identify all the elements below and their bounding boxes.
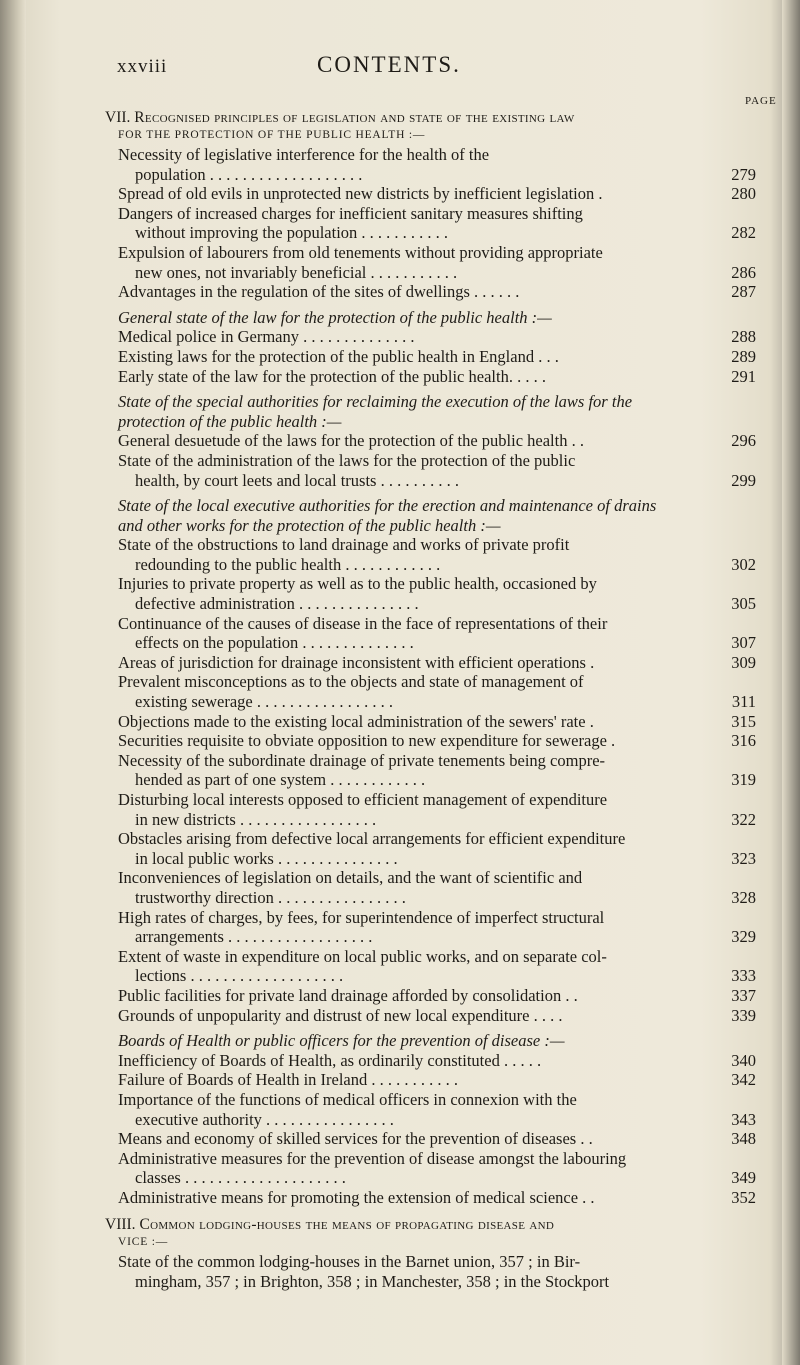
toc-entry [118,1051,756,1071]
entry-page-number: 342 [731,1070,756,1090]
toc-entry [118,1252,756,1291]
book-spine-shadow [0,0,26,1365]
section-subheading: Boards of Health or public officers for the prevention of disease :— [118,1031,565,1051]
entry-text-continued: in new districts . . . . . . . . . . . . . . . . . [135,809,377,829]
toc-entry [118,282,756,302]
toc-entry [118,145,756,184]
entry-group [118,535,756,1025]
entry-text: Existing laws for the protection of the public health in England . . . [118,346,559,366]
entry-text: Grounds of unpopularity and distrust of new local expenditure . . . . [118,1005,563,1025]
entry-text: General desuetude of the laws for the protection of the public health . . [118,431,584,451]
page-number: xxviii [117,56,168,77]
entry-text-continued: defective administration . . . . . . . . . . . . . . . [135,594,419,614]
entry-page-number: 352 [731,1187,756,1207]
toc-entry [118,1129,756,1149]
chapter-heading [105,108,756,127]
entry-page-number: 296 [731,431,756,451]
chapter-title-continued: FOR THE PROTECTION OF THE PUBLIC HEALTH :— [118,129,426,141]
entry-page-number: 291 [731,366,756,386]
running-title: CONTENTS. [317,52,461,77]
entry-text: Areas of jurisdiction for drainage inconsistent with efficient operations . [118,652,595,672]
entry-text: Administrative measures for the prevention of disease amongst the labouring [118,1148,627,1168]
entry-page-number: 280 [731,184,756,204]
entry-text: Inefficiency of Boards of Health, as ordinarily constituted . . . . . [118,1050,542,1070]
toc-entry [118,243,756,282]
entry-text: Securities requisite to obviate opposition to new expenditure for sewerage . [118,731,616,751]
toc-entry [118,347,756,367]
chapter-numeral: VII. [105,109,131,126]
entry-page-number: 305 [731,594,756,614]
entry-text: Inconveniences of legislation on details, and the want of scientific and [118,868,583,888]
toc-entry [118,451,756,490]
entry-page-number: 349 [731,1168,756,1188]
entry-page-number: 340 [731,1050,756,1070]
contents-body [105,108,756,1292]
toc-entry [118,908,756,947]
entry-text: State of the administration of the laws for the protection of the public [118,450,576,470]
entry-text: Prevalent misconceptions as to the objects and state of management of [118,672,584,692]
toc-entry [118,986,756,1006]
entry-page-number: 279 [731,164,756,184]
toc-entry [118,1070,756,1090]
section-subheading: General state of the law for the protection of the public health :— [118,307,552,327]
entry-text: Objections made to the existing local administration of the sewers' rate . [118,711,594,731]
toc-entry [118,535,756,574]
entry-page-number: 319 [731,770,756,790]
entry-page-number: 309 [731,652,756,672]
toc-entry [118,653,756,673]
chapter-heading [105,1215,756,1234]
subheading-line: and other works for the protection of the public health :— [118,515,501,535]
entry-page-number: 333 [731,966,756,986]
chapter-title: Recognised principles of legislation and state of the existing law [134,109,575,126]
entry-text: State of the common lodging-houses in the Barnet union, 357 ; in Bir- [118,1252,581,1272]
entry-text-continued: mingham, 357 ; in Brighton, 358 ; in Manchester, 358 ; in the Stockport [135,1272,610,1292]
entry-text-continued: trustworthy direction . . . . . . . . . . . . . . . . [135,887,406,907]
entry-text: Administrative means for promoting the extension of medical science . . [118,1187,595,1207]
entry-text: Extent of waste in expenditure on local public works, and on separate col- [118,946,607,966]
toc-entry [118,868,756,907]
toc-entry [118,1188,756,1208]
entry-text: Importance of the functions of medical officers in connexion with the [118,1089,577,1109]
toc-entry [118,184,756,204]
entry-text: State of the obstructions to land drainage and works of private profit [118,535,570,555]
subheading-line: State of the local executive authorities for the erection and maintenance of drains [118,496,657,516]
entry-text-continued: population . . . . . . . . . . . . . . . . . . . [135,164,363,184]
entry-text-continued: redounding to the public health . . . . . . . . . . . . [135,554,441,574]
entry-page-number: 316 [731,731,756,751]
entry-page-number: 322 [731,809,756,829]
toc-entry [118,790,756,829]
chapter-title: Common lodging-houses the means of propagating disease and [139,1216,555,1234]
entry-text: Spread of old evils in unprotected new districts by inefficient legislation . [118,184,603,204]
entry-page-number: 315 [731,711,756,731]
entry-text: Means and economy of skilled services for the prevention of diseases . . [118,1129,593,1149]
entry-text-continued: health, by court leets and local trusts . . . . . . . . . . [135,470,459,490]
entry-text-continued: executive authority . . . . . . . . . . . . . . . . [135,1109,394,1129]
chapter-title-continued: VICE :— [118,1236,168,1249]
entry-page-number: 323 [731,848,756,868]
toc-entry [118,947,756,986]
toc-entry [118,614,756,653]
entry-text: Expulsion of labourers from old tenements without providing appropriate [118,242,603,262]
entry-page-number: 307 [731,633,756,653]
entry-text-continued: arrangements . . . . . . . . . . . . . . . . . . [135,927,373,947]
entry-text: Disturbing local interests opposed to efficient management of expenditure [118,790,608,809]
entry-text: Dangers of increased charges for inefficient sanitary measures shifting [118,203,583,223]
entry-page-number: 343 [731,1109,756,1129]
entry-page-number: 289 [731,346,756,366]
entry-text: Obstacles arising from defective local arrangements for efficient expenditure [118,829,626,849]
entry-page-number: 288 [731,327,756,347]
entry-page-number: 286 [731,262,756,282]
entry-text: Public facilities for private land drainage afforded by consolidation . . [118,985,578,1005]
entry-page-number: 328 [731,887,756,907]
subheading-line: protection of the public health :— [118,411,342,431]
entry-group [118,145,756,302]
entry-text: High rates of charges, by fees, for superintendence of imperfect structural [118,907,605,927]
page-edge-shadow [782,0,800,1365]
toc-entry [118,672,756,711]
entry-text-continued: in local public works . . . . . . . . . . . . . . . [135,848,398,868]
entry-group [118,431,756,490]
entry-text-continued: lections . . . . . . . . . . . . . . . . . . . [135,966,344,986]
entry-page-number: 282 [731,223,756,243]
entry-page-number: 311 [731,692,756,712]
entry-page-number: 348 [731,1129,756,1149]
entry-text-continued: new ones, not invariably beneficial . . . . . . . . . . . [135,262,458,282]
entry-text-continued: existing sewerage . . . . . . . . . . . . . . . . . [135,692,393,712]
page-header [117,52,677,82]
entry-text: Necessity of the subordinate drainage of private tenements being compre- [118,750,606,770]
entry-group [118,1051,756,1208]
entry-text: Injuries to private property as well as to the public health, occasioned by [118,574,597,594]
entry-page-number: 337 [731,985,756,1005]
toc-entry [118,751,756,790]
entry-page-number: 302 [731,554,756,574]
entry-page-number: 339 [731,1005,756,1025]
entry-text-continued: without improving the population . . . . . . . . . . . [135,223,449,243]
entry-text-continued: effects on the population . . . . . . . . . . . . . . [135,633,414,653]
toc-entry [118,1006,756,1026]
entry-text: Advantages in the regulation of the sites of dwellings . . . . . . [118,282,520,302]
toc-entry [118,712,756,732]
entry-text: Medical police in Germany . . . . . . . . . . . . . . [118,327,415,347]
toc-entry [118,829,756,868]
toc-entry [118,574,756,613]
entry-text: Continuance of the causes of disease in the face of representations of their [118,613,608,633]
entry-text-continued: hended as part of one system . . . . . . . . . . . . [135,770,426,790]
entry-group [118,327,756,386]
toc-entry [118,431,756,451]
subheading-line: State of the special authorities for reclaiming the execution of the laws for the [118,392,633,412]
entry-text: Failure of Boards of Health in Ireland . . . . . . . . . . . [118,1070,459,1090]
toc-entry [118,327,756,347]
toc-entry [118,731,756,751]
entry-text-continued: classes . . . . . . . . . . . . . . . . . . . . [135,1168,346,1188]
entry-text: Necessity of legislative interference for the health of the [118,145,490,164]
entry-page-number: 299 [731,470,756,490]
toc-entry [118,204,756,243]
entry-page-number: 329 [731,927,756,947]
chapter-numeral: VIII. [105,1216,136,1234]
toc-entry [118,1149,756,1188]
page-column-label: PAGE [745,95,777,107]
entry-group [118,1252,756,1291]
section-subheading [118,392,756,431]
entry-page-number: 287 [731,282,756,302]
entry-text: Early state of the law for the protection of the public health. . . . . [118,366,546,386]
toc-entry [118,1090,756,1129]
section-subheading [118,496,756,535]
toc-entry [118,367,756,387]
